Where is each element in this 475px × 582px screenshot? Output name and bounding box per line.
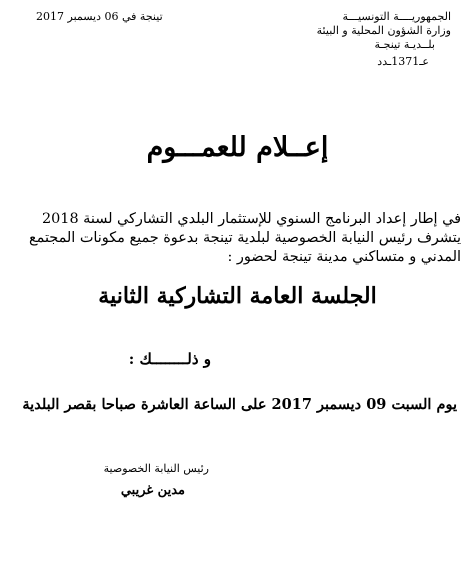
body-line-1: في إطار إعداد البرنامج السنوي للإستثمار البلدي التشاركي لسنة 2018 — [41, 211, 461, 227]
header-republic: الجمهوريــــة التونسيـــة — [342, 10, 451, 23]
session-heading: الجلسة العامة التشاركية الثانية — [98, 283, 377, 309]
document-date: تينجة في 06 ديسمبر 2017 — [36, 10, 163, 23]
signature-name: مدين غريبي — [120, 483, 185, 498]
dhalik-label: و ذلــــــــك : — [128, 350, 211, 368]
signature-title: رئيس النيابة الخصوصية — [103, 462, 209, 475]
body-line-2: يتشرف رئيس النيابة الخصوصية لبلدية تينجة بدعوة جميع مكونات المجتمع — [28, 230, 461, 246]
notice-title: إعــلام للعمـــوم — [146, 132, 329, 163]
header-reference-number: عـ1371ـدد — [377, 55, 429, 68]
header-municipality: بلــديـة تينجـة — [374, 38, 435, 51]
body-line-3: المدني و متساكني مدينة تينجة لحضور : — [227, 249, 461, 265]
meeting-schedule: يوم السبت 09 ديسمبر 2017 على الساعة العاشرة صباحا بقصر البلدية — [22, 396, 457, 413]
header-ministry: وزارة الشؤون المحلية و البيئة — [316, 24, 451, 37]
notice-body — [13, 210, 461, 267]
